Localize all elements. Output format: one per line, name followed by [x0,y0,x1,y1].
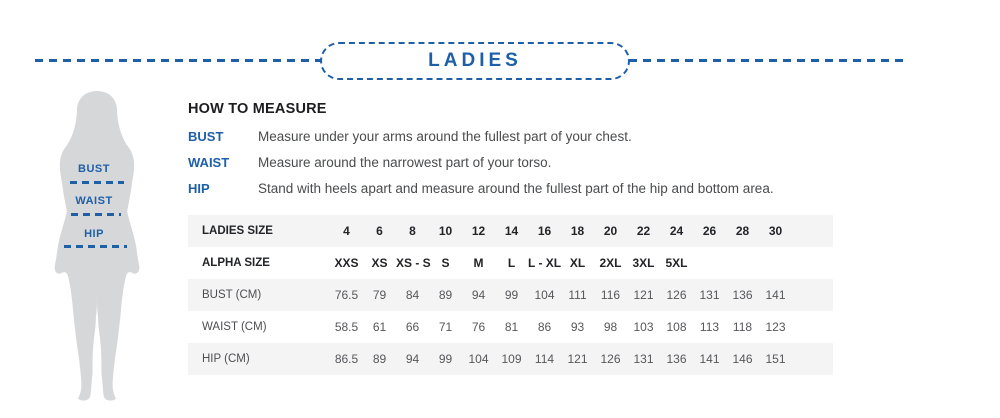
size-table [188,215,833,375]
size-cell: 103 [633,320,654,334]
size-cell: 5XL [665,256,688,270]
measure-row [188,124,888,150]
size-table-row [188,343,833,375]
header-dash-line-left [35,59,321,62]
size-cell: 30 [768,224,783,238]
how-to-measure-section [188,101,888,202]
measure-term: HIP [188,181,210,196]
size-cell: 111 [568,288,587,302]
size-cell: 71 [438,320,453,334]
size-cell: 98 [603,320,618,334]
size-table-row [188,311,833,343]
size-cell: 89 [438,288,453,302]
size-cell: 76.5 [334,288,359,302]
size-cell: 66 [405,320,420,334]
size-cell: XL [569,256,586,270]
size-cell: 76 [471,320,486,334]
size-cell: 146 [732,352,753,366]
size-cell: 3XL [632,256,655,270]
size-cell: 12 [471,224,486,238]
size-cell: 2XL [599,256,622,270]
size-cell: 14 [504,224,519,238]
figure-bust-label: BUST [78,163,110,175]
size-cell: 99 [438,352,453,366]
page-title: LADIES [428,50,522,71]
measure-term: BUST [188,129,224,144]
size-cell: 6 [376,224,383,238]
measure-description: Stand with heels apart and measure around the fullest part of the hip and bottom area. [258,181,774,196]
size-cell: 136 [666,352,687,366]
size-cell: S [441,256,450,270]
size-row-label: LADIES SIZE [202,225,273,237]
size-cell: 93 [570,320,585,334]
size-row-label: WAIST (CM) [202,321,267,333]
size-cell: L [507,256,516,270]
size-cell: 16 [537,224,552,238]
size-cell: 79 [372,288,387,302]
size-cell: 84 [405,288,420,302]
size-cell: XS - S [396,256,431,270]
size-cell: L - XL [528,256,562,270]
size-cell: 24 [669,224,684,238]
size-cell: 104 [534,288,555,302]
size-cell: 94 [471,288,486,302]
figure-hip-dash-line [64,245,127,248]
size-cell: 86 [537,320,552,334]
size-cell: 18 [570,224,585,238]
size-cell: 10 [438,224,453,238]
figure-bust-dash-line [70,181,124,184]
ladies-pill [320,42,630,80]
size-cell: 121 [567,352,588,366]
size-cell: 116 [600,288,621,302]
size-cell: 99 [504,288,519,302]
size-cell: 108 [666,320,687,334]
size-cell: 141 [699,352,720,366]
measure-term: WAIST [188,155,230,170]
size-row-label: BUST (CM) [202,289,262,301]
size-table-row [188,279,833,311]
how-to-measure-list [188,124,888,202]
measure-description: Measure around the narrowest part of your torso. [258,155,552,170]
size-cell: M [473,256,484,270]
measure-description: Measure under your arms around the fullest part of your chest. [258,129,632,144]
figure-hip-label: HIP [84,228,104,240]
size-cell: XS [371,256,388,270]
figure-waist-label: WAIST [75,195,113,207]
how-to-measure-title: HOW TO MEASURE [188,101,327,117]
size-cell: 4 [343,224,350,238]
size-cell: 131 [699,288,720,302]
size-cell: 126 [666,288,687,302]
size-cell: 22 [636,224,651,238]
size-cell: 141 [765,288,786,302]
size-cell: XXS [334,256,359,270]
size-cell: 123 [765,320,786,334]
header-dash-line-right [629,59,906,62]
female-silhouette-figure [30,88,164,410]
size-cell: 89 [372,352,387,366]
size-cell: 118 [732,320,753,334]
measure-row [188,150,888,176]
size-cell: 28 [735,224,750,238]
size-cell: 151 [765,352,786,366]
size-cell: 94 [405,352,420,366]
size-cell: 8 [409,224,416,238]
size-cell: 136 [732,288,753,302]
size-cell: 58.5 [334,320,359,334]
size-cell: 86.5 [334,352,359,366]
size-cell: 26 [702,224,717,238]
size-row-label: ALPHA SIZE [202,257,270,269]
size-cell: 121 [633,288,654,302]
size-cell: 20 [603,224,618,238]
size-cell: 109 [501,352,522,366]
size-cell: 131 [633,352,654,366]
size-row-label: HIP (CM) [202,353,250,365]
size-table-row [188,247,833,279]
size-cell: 126 [600,352,621,366]
figure-waist-dash-line [71,213,121,216]
size-cell: 104 [468,352,489,366]
size-cell: 114 [534,352,555,366]
size-table-row [188,215,833,247]
size-cell: 113 [699,320,720,334]
measure-row [188,176,888,202]
size-cell: 81 [504,320,519,334]
size-cell: 61 [372,320,387,334]
